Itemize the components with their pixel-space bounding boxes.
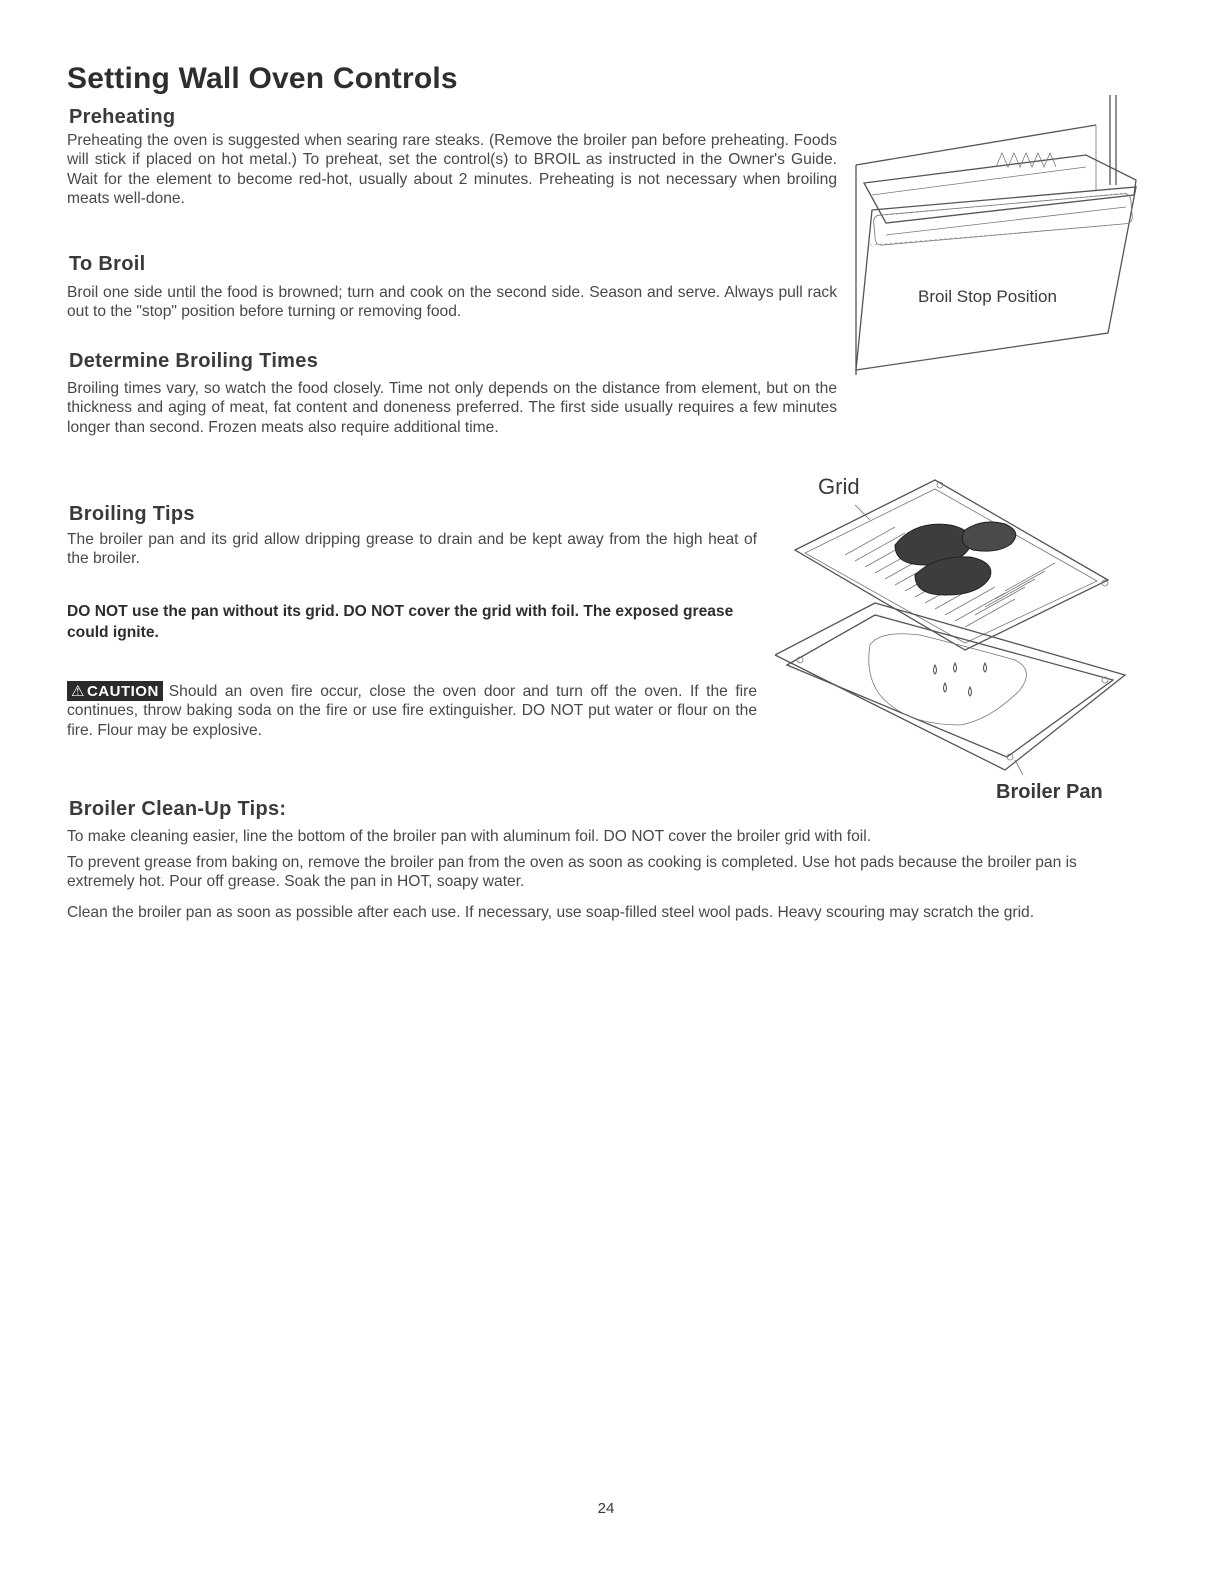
grid-label: Grid <box>818 474 860 499</box>
cleanup-paragraph-3: Clean the broiler pan as soon as possible after each use. If necessary, use soap-filled steel wool pads. Heavy scouring may scratch the grid. <box>67 904 1035 921</box>
foil-warning: DO NOT use the pan without its grid. DO NOT cover the grid with foil. The exposed grease could ignite. <box>67 603 734 641</box>
preheating-heading: Preheating <box>69 106 176 128</box>
broiler-pan-grid-illustration <box>775 475 1135 795</box>
broiling-tips-heading: Broiling Tips <box>69 503 195 525</box>
to-broil-text: Broil one side until the food is browned; turn and cook on the second side. Season and serve. Always pull rack out to the "stop" position before turning or removing food. <box>67 284 837 321</box>
caution-badge-text: CAUTION <box>86 683 159 700</box>
warning-icon: ⚠ <box>71 683 85 700</box>
broiler-pan-label: Broiler Pan <box>996 781 1103 803</box>
to-broil-heading: To Broil <box>69 253 146 275</box>
page-number: 24 <box>597 1500 615 1517</box>
broil-stop-position-label: Broil Stop Position <box>918 287 1057 306</box>
cleanup-paragraph-1: To make cleaning easier, line the bottom of the broiler pan with aluminum foil. DO NOT cover the broiler grid with foil. <box>67 828 872 845</box>
caution-text: Should an oven fire occur, close the oven door and turn off the oven. If the fire continues, throw baking soda on the fire or use fire extinguisher. DO NOT put water or flour on the fire. Flour may be explosive. <box>67 683 757 739</box>
broiling-tips-text: The broiler pan and its grid allow dripping grease to drain and be kept away from the high heat of the broiler. <box>67 531 757 568</box>
cleanup-paragraph-2: To prevent grease from baking on, remove the broiler pan from the oven as soon as cooking is completed. Use hot pads because the broiler pan is extremely hot. Pour off grease. Soak the pan in HOT, soapy water. <box>67 854 1077 891</box>
oven-broil-stop-illustration <box>846 95 1146 385</box>
cleanup-heading: Broiler Clean-Up Tips: <box>69 798 287 820</box>
broiling-times-text: Broiling times vary, so watch the food closely. Time not only depends on the distance from element, but on the thickness and aging of meat, fat content and doneness preferred. The first side usually requires a few minutes longer than second. Frozen meats also require additional time. <box>67 380 837 436</box>
caution-badge <box>67 681 163 701</box>
caution-paragraph <box>67 681 757 740</box>
preheating-text: Preheating the oven is suggested when searing rare steaks. (Remove the broiler pan before preheating. Foods will stick if placed on hot metal.) To preheat, set the control(s) to BROIL as instructed in the Owner's Guide. Wait for the element to become red-hot, usually about 2 minutes. Preheating is not necessary when broiling meats well-done. <box>67 132 837 208</box>
broiling-times-heading: Determine Broiling Times <box>69 350 319 372</box>
page-title: Setting Wall Oven Controls <box>67 62 458 95</box>
